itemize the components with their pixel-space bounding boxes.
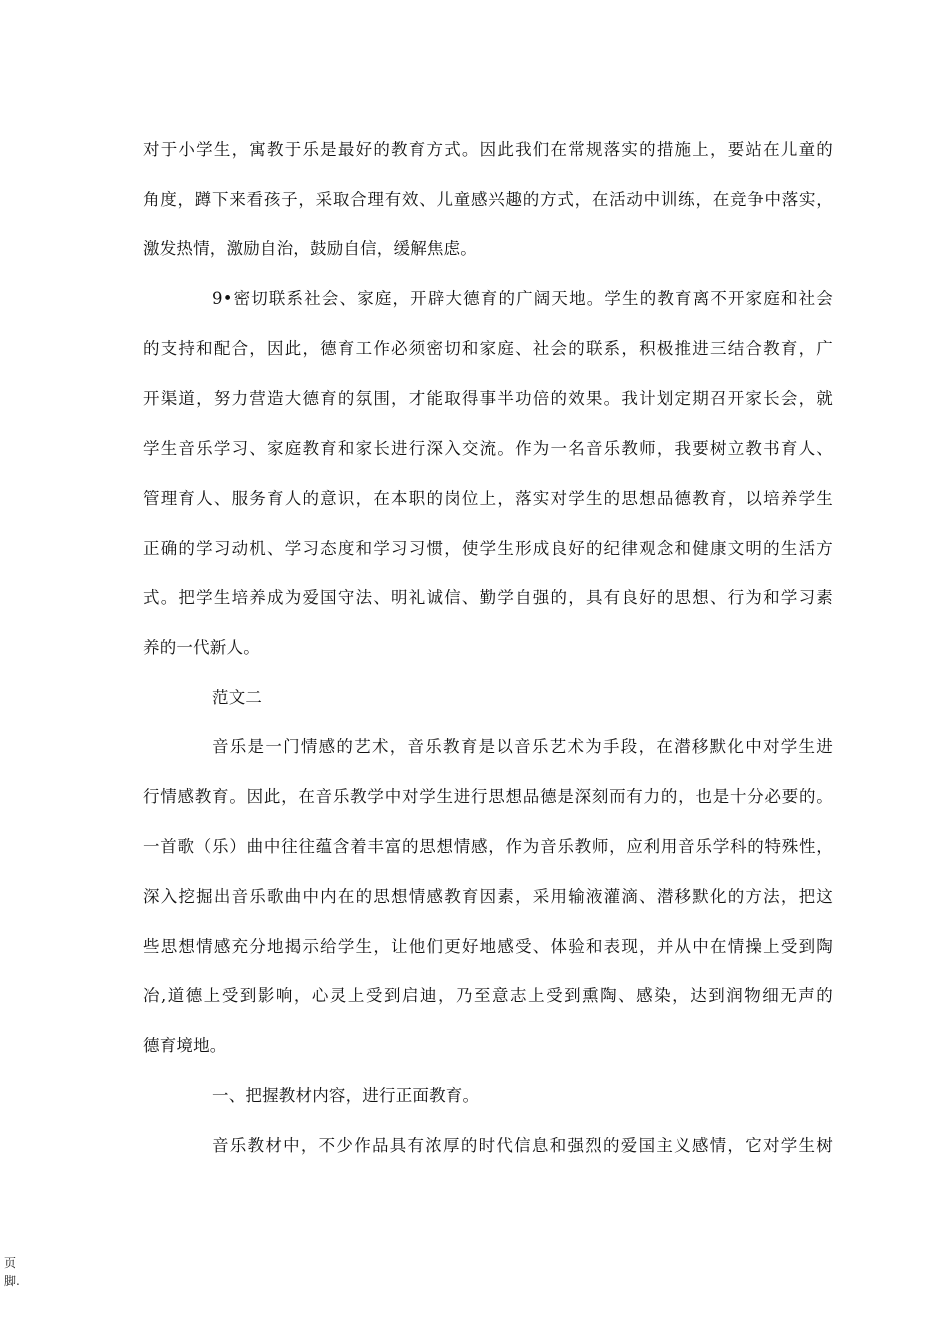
text-line: 一首歌（乐）曲中往往蕴含着丰富的思想情感，作为音乐教师，应利用音乐学科的特殊性， <box>143 837 833 856</box>
text-line: 激发热情，激励自治，鼓励自信，缓解焦虑。 <box>143 239 477 258</box>
text-line: 学生音乐学习、家庭教育和家长进行深入交流。作为一名音乐教师，我要树立教书育人、 <box>143 439 833 458</box>
section-heading: 范文二 <box>212 688 263 707</box>
text-line: 行情感教育。因此，在音乐教学中对学生进行思想品德是深刻而有力的，也是十分必要的。 <box>143 787 833 806</box>
text-line: 管理育人、服务育人的意识，在本职的岗位上，落实对学生的思想品德教育，以培养学生 <box>143 489 833 508</box>
text-line: 些思想情感充分地揭示给学生，让他们更好地感受、体验和表现，并从中在情操上受到陶 <box>143 937 833 956</box>
text-line: 式。把学生培养成为爱国守法、明礼诚信、勤学自强的，具有良好的思想、行为和学习素 <box>143 588 833 607</box>
text-line: 正确的学习动机、学习态度和学习习惯，使学生形成良好的纪律观念和健康文明的生活方 <box>143 539 833 558</box>
footer-label: 页 <box>4 1256 17 1270</box>
text-line: 音乐教材中，不少作品具有浓厚的时代信息和强烈的爱国主义感情，它对学生树 <box>212 1136 833 1155</box>
text-line: 养的一代新人。 <box>143 638 260 657</box>
text-line: 德育境地。 <box>143 1036 227 1055</box>
text-line: 深入挖掘出音乐歌曲中内在的思想情感教育因素，采用输液灌滴、潜移默化的方法，把这 <box>143 887 833 906</box>
text-line: 9•密切联系社会、家庭，开辟大德育的广阔天地。学生的教育离不开家庭和社会 <box>212 289 833 308</box>
text-line: 冶,道德上受到影响，心灵上受到启迪，乃至意志上受到熏陶、感染，达到润物细无声的 <box>143 986 833 1005</box>
text-line: 角度，蹲下来看孩子，采取合理有效、儿童感兴趣的方式，在活动中训练，在竞争中落实， <box>143 190 833 209</box>
text-line: 对于小学生，寓教于乐是最好的教育方式。因此我们在常规落实的措施上，要站在儿童的 <box>143 140 833 159</box>
section-heading: 一、把握教材内容，进行正面教育。 <box>212 1086 480 1105</box>
text-line: 开渠道，努力营造大德育的氛围，才能取得事半功倍的效果。我计划定期召开家长会，就 <box>143 389 833 408</box>
text-line: 的支持和配合，因此，德育工作必须密切和家庭、社会的联系，积极推进三结合教育，广 <box>143 339 833 358</box>
footer-label: 脚. <box>4 1274 20 1288</box>
text-line: 音乐是一门情感的艺术，音乐教育是以音乐艺术为手段，在潜移默化中对学生进 <box>212 737 833 756</box>
